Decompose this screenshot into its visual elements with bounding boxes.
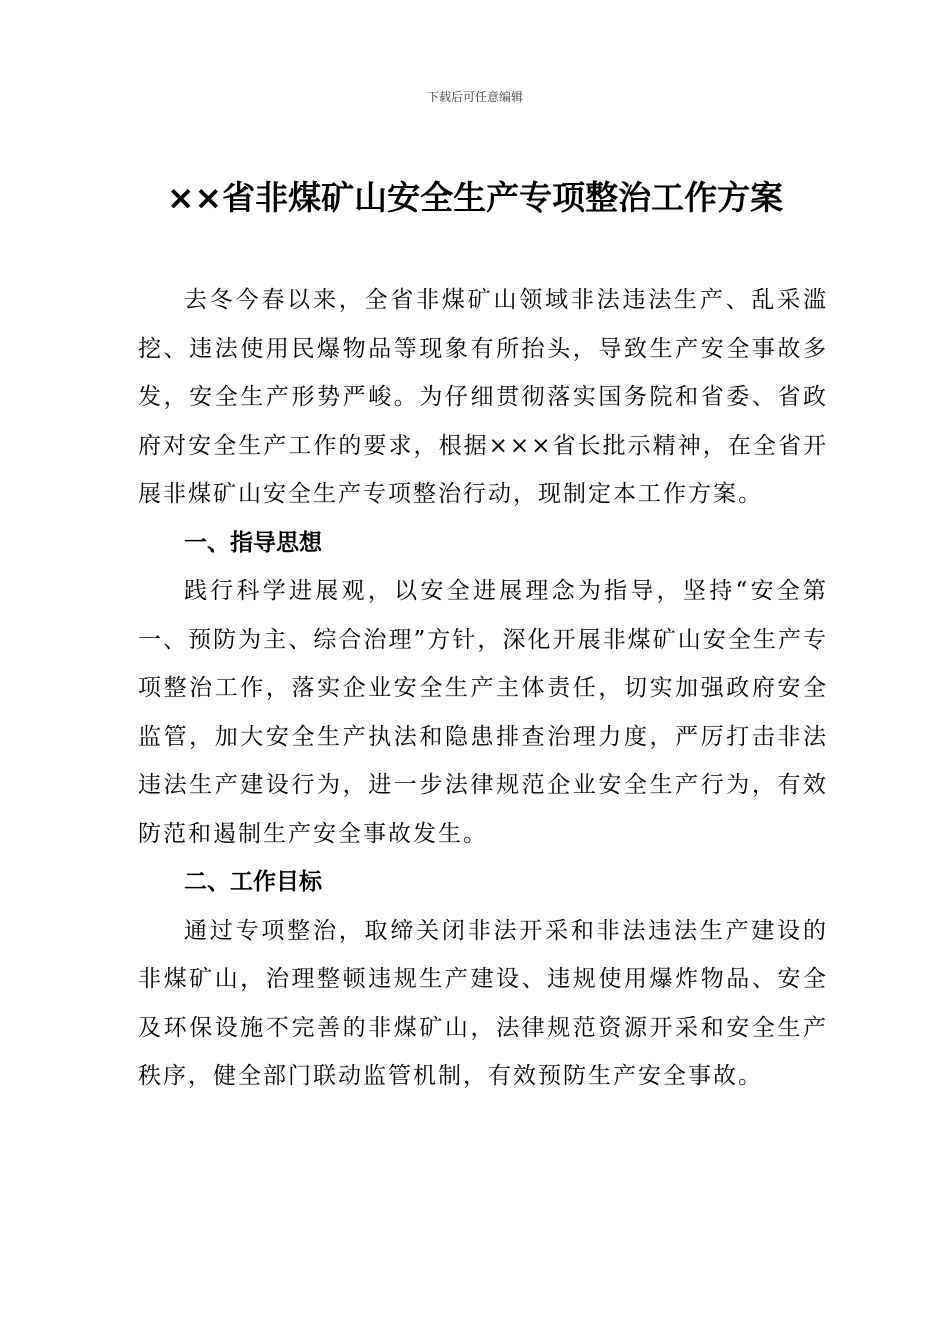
- header-note: 下载后可任意编辑: [426, 90, 523, 104]
- section-heading-guiding-ideology: 一、指导思想: [184, 529, 322, 556]
- document-body: [138, 276, 828, 1101]
- section-body-guiding-ideology: 践行科学进展观，以安全进展理念为指导，坚持“安全第一、预防为主、综合治理”方针，深化开展非煤矿山安全生产专项整治工作，落实企业安全生产主体责任，切实加强政府安全监管，加大安全生产执法和隐患排查治理力度，严厉打击非法违法生产建设行为，进一步法律规范企业安全生产行为，有效防范和遏制生产安全事故发生。: [138, 578, 828, 847]
- section-heading-work-goals: 二、工作目标: [184, 869, 322, 895]
- intro-paragraph: 去冬今春以来，全省非煤矿山领域非法违法生产、乱采滥挖、违法使用民爆物品等现象有所抬头，导致生产安全事故多发，安全生产形势严峻。为仔细贯彻落实国务院和省委、省政府对安全生产工作的要求，根据×××省长批示精神，在全省开展非煤矿山安全生产专项整治行动，现制定本工作方案。: [138, 287, 828, 507]
- document-title: ××省非煤矿山安全生产专项整治工作方案: [166, 178, 784, 217]
- section-body-work-goals: 通过专项整治，取缔关闭非法开采和非法违法生产建设的非煤矿山，治理整顿违规生产建设、违规使用爆炸物品、安全及环保设施不完善的非煤矿山，法律规范资源开采和安全生产秩序，健全部门联动监管机制，有效预防生产安全事故。: [138, 917, 828, 1089]
